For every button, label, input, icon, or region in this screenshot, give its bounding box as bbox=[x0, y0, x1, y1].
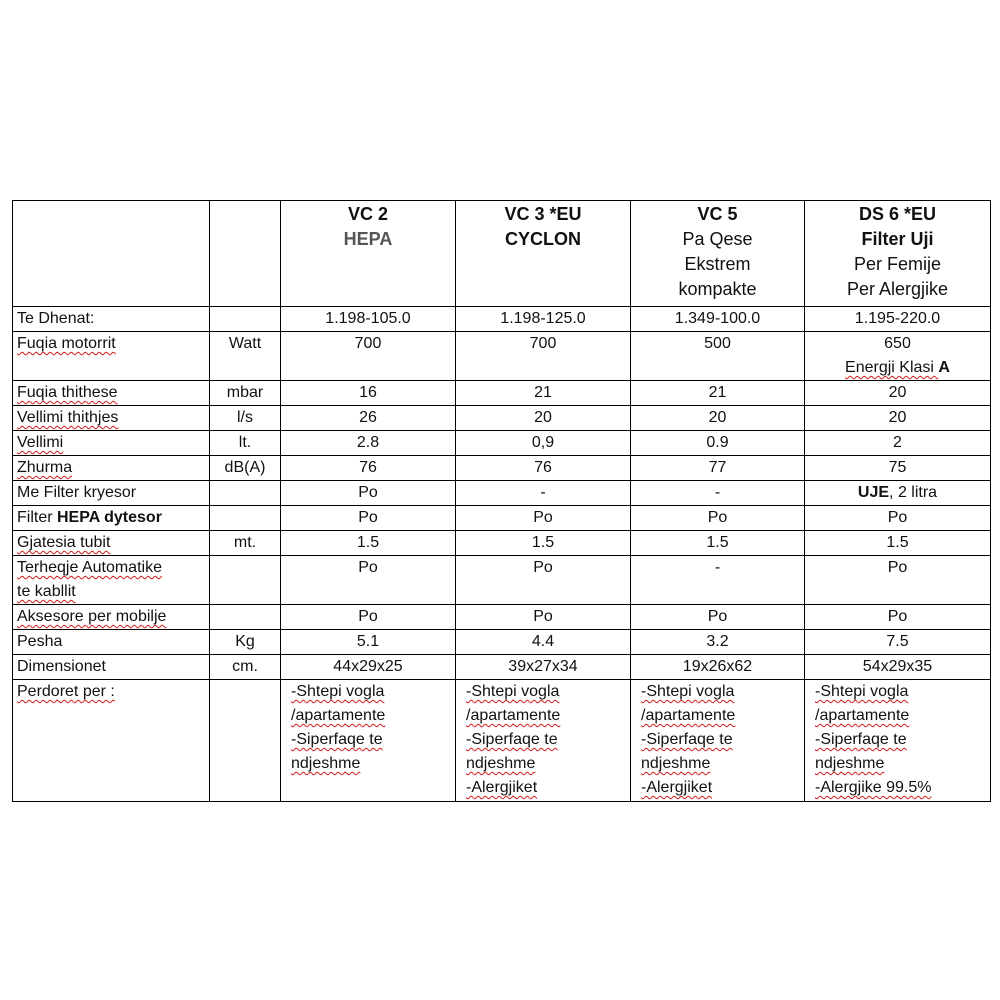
cell-value: 76 bbox=[281, 456, 456, 481]
header-model-vc2 bbox=[281, 201, 456, 307]
cell-value: 26 bbox=[281, 406, 456, 431]
cell-value: 20 bbox=[631, 406, 805, 431]
uses-line: ndjeshme bbox=[815, 755, 885, 772]
cell-value: 7.5 bbox=[805, 630, 991, 655]
table-row bbox=[13, 630, 991, 655]
row-label: Te Dhenat: bbox=[13, 307, 210, 332]
uses-row bbox=[13, 680, 991, 802]
model-sub: Per Femije bbox=[853, 254, 942, 274]
model-sub: kompakte bbox=[678, 279, 757, 299]
water-filter-rest: , 2 litra bbox=[889, 484, 938, 501]
cell-value: 19x26x62 bbox=[631, 655, 805, 680]
row-unit bbox=[210, 481, 281, 506]
row-label-line: te kabllit bbox=[17, 583, 76, 600]
cell-value: 21 bbox=[631, 381, 805, 406]
model-name: VC 3 *EU bbox=[504, 204, 582, 224]
cell-value: Po bbox=[805, 556, 991, 605]
cell-value-water-filter bbox=[805, 481, 991, 506]
row-unit bbox=[210, 307, 281, 332]
cell-value: 44x29x25 bbox=[281, 655, 456, 680]
row-label: Me Filter kryesor bbox=[13, 481, 210, 506]
row-unit bbox=[210, 605, 281, 630]
table-row bbox=[13, 406, 991, 431]
row-unit: mbar bbox=[210, 381, 281, 406]
cell-value: 4.4 bbox=[456, 630, 631, 655]
model-sub: Pa Qese bbox=[682, 229, 753, 249]
row-label-cell bbox=[13, 431, 210, 456]
row-label: Vellimi thithjes bbox=[17, 409, 119, 426]
row-label-cell bbox=[13, 406, 210, 431]
cell-value: Po bbox=[281, 481, 456, 506]
cell-value: 700 bbox=[456, 332, 631, 381]
row-unit bbox=[210, 506, 281, 531]
uses-line: /apartamente bbox=[815, 707, 910, 724]
uses-line: -Siperfaqe te bbox=[466, 731, 558, 748]
cell-value: 1.195-220.0 bbox=[805, 307, 991, 332]
header-model-vc3 bbox=[456, 201, 631, 307]
row-unit: Watt bbox=[210, 332, 281, 381]
row-label-cell bbox=[13, 506, 210, 531]
row-unit bbox=[210, 680, 281, 802]
row-unit: Kg bbox=[210, 630, 281, 655]
model-name: VC 2 bbox=[347, 204, 389, 224]
header-model-ds6 bbox=[805, 201, 991, 307]
cell-value: - bbox=[456, 481, 631, 506]
row-unit: lt. bbox=[210, 431, 281, 456]
row-label: Perdoret per : bbox=[17, 683, 115, 700]
row-label-cell bbox=[13, 605, 210, 630]
cell-value: 1.5 bbox=[281, 531, 456, 556]
header-row bbox=[13, 201, 991, 307]
cell-value: 700 bbox=[281, 332, 456, 381]
cell-value: 5.1 bbox=[281, 630, 456, 655]
row-label: Vellimi bbox=[17, 434, 64, 451]
cell-value: 3.2 bbox=[631, 630, 805, 655]
cell-value: Po bbox=[456, 556, 631, 605]
row-label: Pesha bbox=[13, 630, 210, 655]
uses-line: /apartamente bbox=[466, 707, 561, 724]
table-row bbox=[13, 531, 991, 556]
cell-value: 1.5 bbox=[805, 531, 991, 556]
cell-value: 1.349-100.0 bbox=[631, 307, 805, 332]
row-label-cell bbox=[13, 456, 210, 481]
cell-value: 39x27x34 bbox=[456, 655, 631, 680]
row-label-cell bbox=[13, 531, 210, 556]
table-row bbox=[13, 307, 991, 332]
uses-cell-vc5 bbox=[631, 680, 805, 802]
row-label-cell bbox=[13, 381, 210, 406]
energy-note-text: Energji Klasi bbox=[845, 359, 939, 376]
cell-value: 76 bbox=[456, 456, 631, 481]
cell-value: - bbox=[631, 556, 805, 605]
uses-line: ndjeshme bbox=[466, 755, 536, 772]
uses-line: -Shtepi vogla bbox=[291, 683, 385, 700]
row-label-cell bbox=[13, 556, 210, 605]
uses-cell-vc2 bbox=[281, 680, 456, 802]
cell-value: Po bbox=[631, 506, 805, 531]
row-unit: l/s bbox=[210, 406, 281, 431]
cell-value: 1.198-125.0 bbox=[456, 307, 631, 332]
cell-value: 77 bbox=[631, 456, 805, 481]
model-sub: Filter Uji bbox=[861, 229, 934, 249]
cell-value: 2 bbox=[805, 431, 991, 456]
table-row bbox=[13, 605, 991, 630]
row-unit: mt. bbox=[210, 531, 281, 556]
cell-value: Po bbox=[631, 605, 805, 630]
cell-value: Po bbox=[456, 506, 631, 531]
row-label-bold: HEPA dytesor bbox=[57, 509, 162, 526]
header-empty-label bbox=[13, 201, 210, 307]
row-label-line: Terheqje Automatike bbox=[17, 559, 162, 576]
cell-value: 0,9 bbox=[456, 431, 631, 456]
cell-value: 2.8 bbox=[281, 431, 456, 456]
row-unit bbox=[210, 556, 281, 605]
uses-line: -Shtepi vogla bbox=[641, 683, 735, 700]
cell-value: 75 bbox=[805, 456, 991, 481]
cell-value: 1.5 bbox=[631, 531, 805, 556]
cell-value-with-note bbox=[805, 332, 991, 381]
row-unit: cm. bbox=[210, 655, 281, 680]
cell-value: 500 bbox=[631, 332, 805, 381]
uses-line: -Siperfaqe te bbox=[641, 731, 733, 748]
uses-line: -Siperfaqe te bbox=[291, 731, 383, 748]
uses-cell-vc3 bbox=[456, 680, 631, 802]
model-name: VC 5 bbox=[697, 204, 738, 224]
uses-line: -Shtepi vogla bbox=[815, 683, 909, 700]
row-label: Zhurma bbox=[17, 459, 73, 476]
table-row bbox=[13, 481, 991, 506]
uses-line: ndjeshme bbox=[291, 755, 361, 772]
table-row bbox=[13, 332, 991, 381]
uses-cell-ds6 bbox=[805, 680, 991, 802]
model-sub: HEPA bbox=[343, 229, 393, 249]
cell-value: 21 bbox=[456, 381, 631, 406]
row-label-pre: Filter bbox=[17, 509, 57, 526]
cell-value: - bbox=[631, 481, 805, 506]
cell-value: 1.5 bbox=[456, 531, 631, 556]
header-empty-unit bbox=[210, 201, 281, 307]
uses-line: /apartamente bbox=[291, 707, 386, 724]
cell-value: Po bbox=[281, 506, 456, 531]
table-row bbox=[13, 556, 991, 605]
cell-value: 20 bbox=[805, 406, 991, 431]
table-row bbox=[13, 506, 991, 531]
energy-class-note bbox=[809, 356, 986, 380]
uses-line: -Alergjike 99.5% bbox=[815, 779, 932, 796]
model-sub: Per Alergjike bbox=[846, 279, 949, 299]
model-sub: CYCLON bbox=[505, 229, 581, 249]
row-label: Fuqia motorrit bbox=[17, 335, 116, 352]
cell-value: Po bbox=[805, 605, 991, 630]
table-row bbox=[13, 431, 991, 456]
uses-line: /apartamente bbox=[641, 707, 736, 724]
uses-line: -Siperfaqe te bbox=[815, 731, 907, 748]
cell-value: 1.198-105.0 bbox=[281, 307, 456, 332]
row-label: Aksesore per mobilje bbox=[17, 608, 167, 625]
uses-line: -Alergjiket bbox=[641, 779, 713, 796]
row-label-cell bbox=[13, 332, 210, 381]
cell-value: 16 bbox=[281, 381, 456, 406]
cell-value: 20 bbox=[456, 406, 631, 431]
row-label: Fuqia thithese bbox=[17, 384, 118, 401]
cell-value: 20 bbox=[805, 381, 991, 406]
water-filter-bold: UJE bbox=[857, 484, 890, 501]
row-unit: dB(A) bbox=[210, 456, 281, 481]
uses-line: -Shtepi vogla bbox=[466, 683, 560, 700]
row-label: Gjatesia tubit bbox=[17, 534, 111, 551]
table-row bbox=[13, 655, 991, 680]
energy-class-letter: A bbox=[938, 359, 950, 376]
uses-line: -Alergjiket bbox=[466, 779, 538, 796]
table-row bbox=[13, 381, 991, 406]
uses-line: ndjeshme bbox=[641, 755, 711, 772]
cell-value: Po bbox=[456, 605, 631, 630]
cell-value: Po bbox=[805, 506, 991, 531]
model-sub: Ekstrem bbox=[684, 254, 751, 274]
row-label-cell bbox=[13, 680, 210, 802]
cell-value: Po bbox=[281, 605, 456, 630]
spec-table bbox=[12, 200, 991, 802]
cell-value: Po bbox=[281, 556, 456, 605]
cell-value: 54x29x35 bbox=[805, 655, 991, 680]
table-row bbox=[13, 456, 991, 481]
cell-value: 650 bbox=[884, 335, 911, 352]
model-name: DS 6 *EU bbox=[858, 204, 937, 224]
row-label: Dimensionet bbox=[13, 655, 210, 680]
cell-value: 0.9 bbox=[631, 431, 805, 456]
header-model-vc5 bbox=[631, 201, 805, 307]
